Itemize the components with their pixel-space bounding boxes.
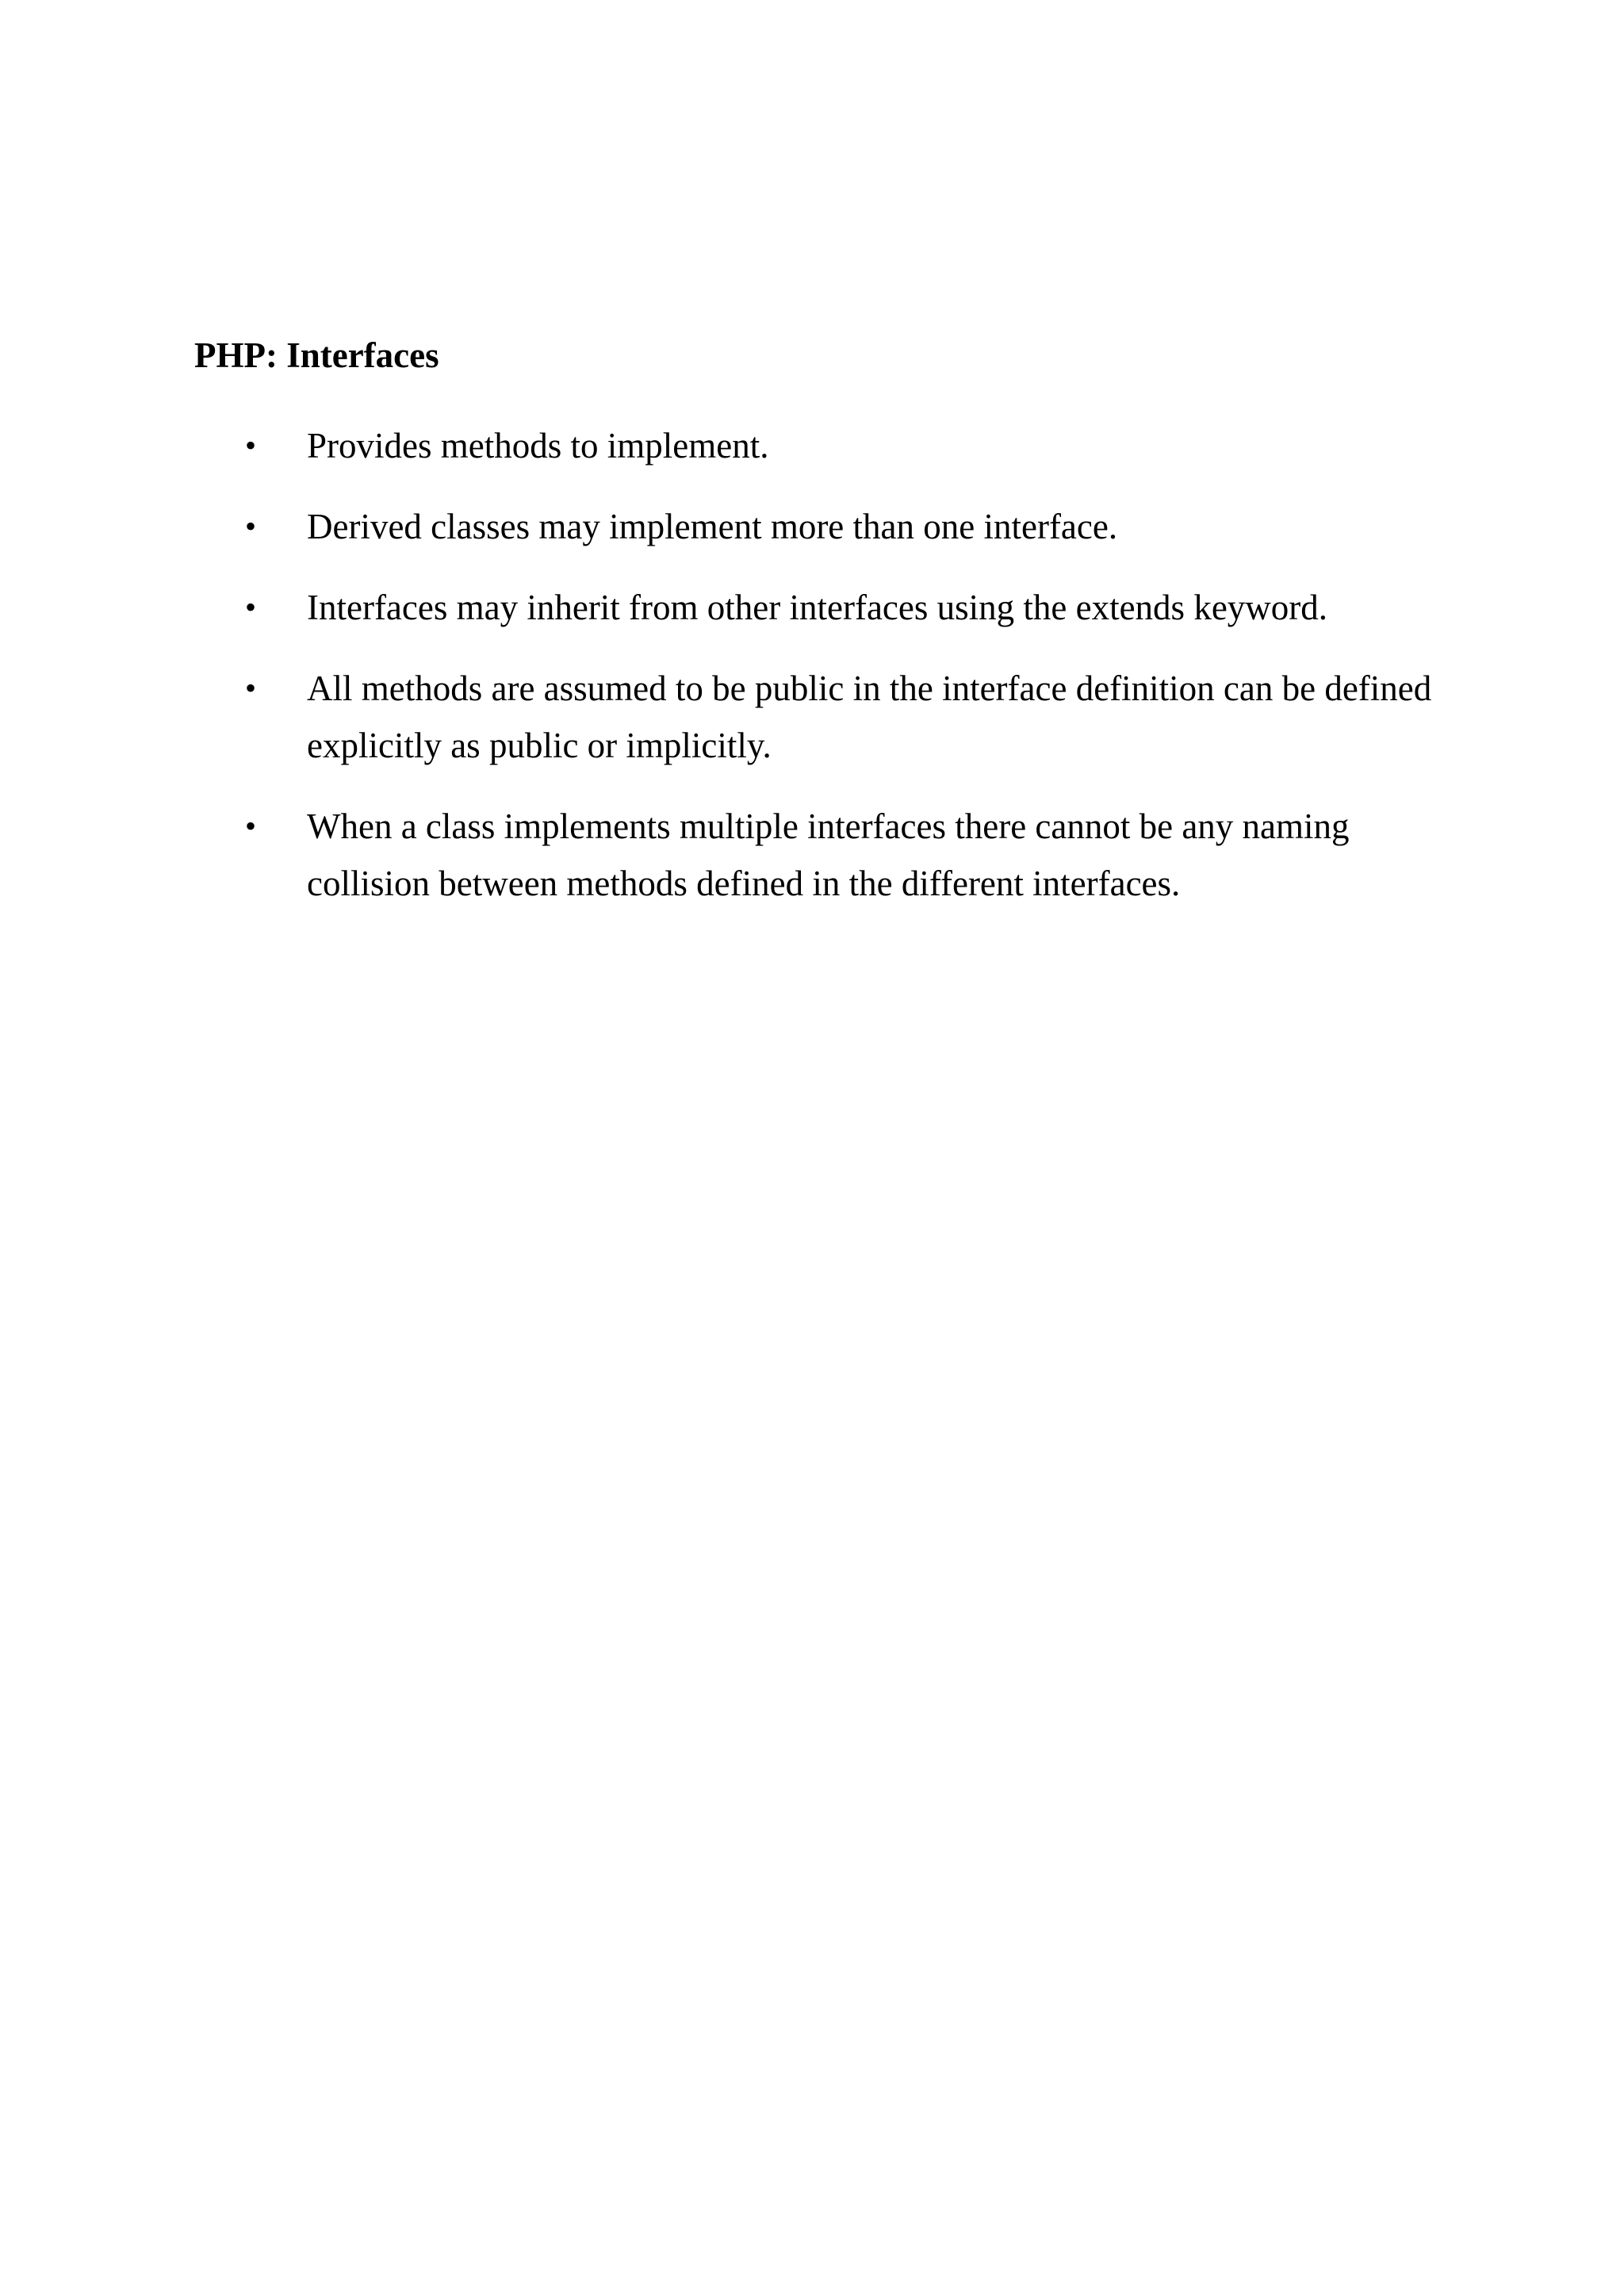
list-item	[194, 417, 1463, 474]
list-item-text: When a class implements multiple interfaces there cannot be any naming collision between methods defined in the different interfaces.	[307, 807, 1350, 903]
bullet-dot-icon: •	[245, 508, 257, 544]
page-title: PHP: Interfaces	[194, 335, 439, 375]
bullet-list	[194, 417, 1463, 912]
bullet-dot-icon: •	[245, 427, 257, 463]
bullet-dot-icon: •	[245, 589, 257, 625]
list-item-text: Interfaces may inherit from other interfaces using the extends keyword.	[307, 588, 1328, 627]
list-item-text: Provides methods to implement.	[307, 426, 769, 466]
list-item-text: Derived classes may implement more than one interface.	[307, 507, 1118, 546]
bullet-dot-icon: •	[245, 670, 257, 706]
list-item	[194, 798, 1463, 912]
list-item-text: All methods are assumed to be public in the interface definition can be defined explicitly as public or implicitly.	[307, 669, 1432, 765]
document-content	[194, 325, 1463, 936]
bullet-dot-icon: •	[245, 808, 257, 844]
list-item	[194, 660, 1463, 774]
list-item	[194, 498, 1463, 555]
list-item	[194, 579, 1463, 636]
